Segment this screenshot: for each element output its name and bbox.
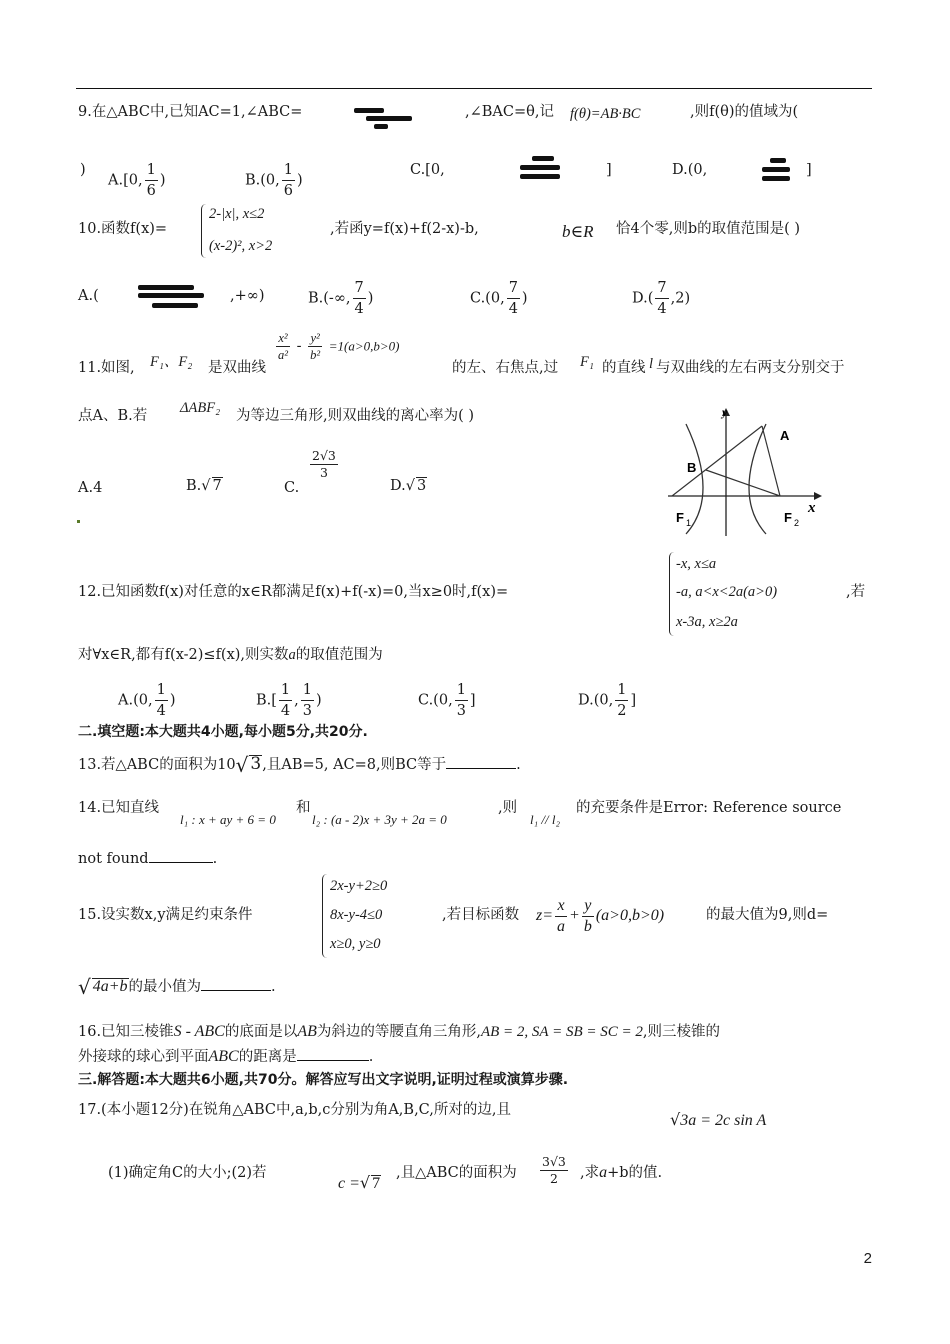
- q13-blank: [446, 754, 516, 769]
- q9-d-close: ]: [806, 162, 812, 178]
- q12-stem-c: 对∀x∈R,都有f(x-2)≤f(x),则实数a的取值范围为: [78, 647, 383, 663]
- q10-b-frac: $\frac{7}{4}$: [354, 280, 364, 317]
- q15-c2: 8x-y-4≤0: [330, 907, 383, 923]
- q9-f-def: f(θ)=AB·BC: [570, 106, 641, 122]
- q9-b-frac: $\frac{1}{6}$: [283, 162, 293, 199]
- q12-case-1: -x, x≤a: [676, 556, 717, 572]
- y-axis-label: y: [722, 405, 728, 419]
- q16-blank: [297, 1046, 369, 1061]
- page-number: 2: [863, 1250, 872, 1267]
- q9-c-image: [520, 156, 560, 179]
- q15-blank: [201, 976, 271, 991]
- q15-stem-d: √ 4a+b的最小值为 .: [78, 975, 276, 999]
- q15-objective: z= $\frac{x}{a}$ + $\frac{y}{b}$ (a>0,b>0): [536, 897, 665, 935]
- f2-label: F: [784, 510, 792, 525]
- q14-stem-d: not found .: [78, 848, 217, 869]
- header-rule: [76, 88, 872, 89]
- q11-option-c-frac: $\frac{2√3}{3}$: [312, 448, 336, 480]
- q16-line-1: 16.已知三棱锥S - ABC的底面是以AB为斜边的等腰直角三角形,AB = 2, SA = SB = SC = 2,则三棱锥的: [78, 1023, 720, 1040]
- q12-option-c: C.(0, $\frac{1}{3}$ ]: [418, 682, 476, 719]
- q15-stem-c: 的最大值为9,则d=: [706, 907, 829, 923]
- x-axis-arrow: [814, 492, 822, 500]
- q11-stem-g: 为等边三角形,则双曲线的离心率为( ): [236, 408, 475, 424]
- q11-stem-a: 11.如图,: [78, 360, 135, 376]
- q10-d-frac: $\frac{7}{4}$: [657, 280, 667, 317]
- q11-foci: F₁、F₂: [150, 354, 193, 370]
- q14-blank: [149, 848, 213, 863]
- q9-option-a: A.[0, $\frac{1}{6}$ ): [108, 162, 166, 199]
- q14-stem-c: 的充要条件是Error: Reference source: [576, 800, 842, 816]
- q10-a-image: [138, 285, 204, 308]
- q17-stem-a: 17.(本小题12分)在锐角△ABC中,a,b,c分别为角A,B,C,所对的边,且: [78, 1102, 511, 1118]
- q14-l1: l₁ : x + ay + 6 = 0: [180, 812, 276, 827]
- line-a-f2: [762, 426, 780, 496]
- q9-d-image: [762, 158, 790, 181]
- q10-option-a: A.(: [78, 288, 99, 304]
- q10-option-c: C.(0, $\frac{7}{4}$ ): [470, 280, 528, 317]
- right-branch: [749, 424, 766, 534]
- q17-area-frac: $\frac{3√3}{2}$: [542, 1154, 566, 1186]
- q11-option-c-label: C.: [284, 480, 300, 496]
- q9-angle-image: [354, 108, 412, 129]
- f2-sub: 2: [794, 518, 800, 528]
- q10-brace: [201, 204, 206, 258]
- q15-stem-b: ,若目标函数: [442, 907, 520, 923]
- q9-c-close: ]: [606, 162, 612, 178]
- q17-equation: √3a = 2c sin A: [670, 1110, 767, 1129]
- q12-case-2: -a, a<x<2a(a>0): [676, 584, 778, 600]
- q11-dot-mark: [77, 520, 80, 523]
- q11-option-d: D.√ 3: [390, 478, 427, 494]
- q11-stem-d: 的直线: [602, 360, 646, 376]
- q12-option-a: A.(0, $\frac{1}{4}$ ): [118, 682, 176, 719]
- q9-option-c: C.[0,: [410, 162, 445, 178]
- f1-label: F: [676, 510, 684, 525]
- q15-stem-a: 15.设实数x,y满足约束条件: [78, 907, 253, 923]
- q11-hyperbola-figure: [668, 404, 824, 536]
- q15-brace: [322, 874, 327, 958]
- q11-hyperbola-eq: $\frac{\text{x²}}{\text{a²}}$ - $\frac{\text{y²}}{\text{b²}}$ =1(a>0,b>0): [278, 331, 400, 362]
- q15-c3: x≥0, y≥0: [330, 936, 381, 952]
- q10-case-1: 2-|x|, x≤2: [209, 206, 265, 222]
- q11-stem-b: 是双曲线: [208, 360, 266, 376]
- point-b-label: B: [687, 460, 697, 475]
- q11-stem-e: 与双曲线的左右两支分别交于: [656, 360, 845, 376]
- q16-line-2: 外接球的球心到平面ABC的距离是 .: [78, 1048, 374, 1065]
- x-axis-label: x: [808, 500, 816, 516]
- section-2-heading: 二.填空题:本大题共4小题,每小题5分,共20分.: [78, 724, 368, 740]
- q12-case-3: x-3a, x≥2a: [676, 614, 738, 630]
- q12-stem-b: ,若: [846, 584, 866, 600]
- f1-sub: 1: [686, 518, 692, 528]
- q14-stem-b: ,则: [498, 800, 518, 816]
- q9-stem-c: ,则f(θ)的值域为(: [690, 104, 799, 120]
- q10-cond: b∈R: [562, 222, 594, 241]
- q12-brace: [669, 552, 674, 636]
- q17-stem-c: ,且△ABC的面积为: [396, 1165, 517, 1181]
- q11-stem-c: 的左、右焦点,过: [452, 360, 559, 376]
- q10-case-2: (x-2)², x>2: [209, 238, 273, 254]
- q11-line-l: l: [649, 356, 654, 372]
- q14-parallel: l₁ // l₂: [530, 812, 560, 827]
- q14-l2: l₂ : (a - 2)x + 3y + 2a = 0: [312, 812, 447, 827]
- q10-c-frac: $\frac{7}{4}$: [508, 280, 518, 317]
- q10-a-close: ,+∞): [230, 288, 265, 304]
- q11-option-b: B.√ 7: [186, 478, 222, 494]
- q11-option-a: A.4: [78, 480, 103, 496]
- line-b-f2: [706, 470, 780, 496]
- q9-option-b: B.(0, $\frac{1}{6}$ ): [245, 162, 303, 199]
- q17-stem-d: ,求a+b的值.: [580, 1164, 663, 1181]
- q15-c1: 2x-y+2≥0: [330, 878, 388, 894]
- q17-c-value: c =√ 7: [338, 1173, 381, 1192]
- q12-option-d: D.(0, $\frac{1}{2}$ ]: [578, 682, 637, 719]
- q10-stem-a: 10.函数f(x)=: [78, 221, 168, 237]
- q11-stem-f: 点A、B.若: [78, 408, 148, 424]
- q10-option-d: D.( $\frac{7}{4}$ ,2): [632, 280, 691, 317]
- q17-part-1: (1)确定角C的大小;(2)若: [108, 1165, 267, 1181]
- q10-stem-c: 恰4个零,则b的取值范围是( ): [616, 221, 801, 237]
- q9-open-paren: ): [80, 162, 86, 178]
- point-a-label: A: [780, 428, 790, 443]
- section-3-heading: 三.解答题:本大题共6小题,共70分。解答应写出文字说明,证明过程或演算步骤.: [78, 1072, 569, 1088]
- q10-option-b: B.(-∞, $\frac{7}{4}$ ): [308, 280, 374, 317]
- q9-stem-a: 9.在△ABC中,已知AC=1,∠ABC=: [78, 104, 303, 120]
- q9-a-frac: $\frac{1}{6}$: [146, 162, 156, 199]
- q12-option-b: B.[ $\frac{1}{4}$ , $\frac{1}{3}$ ): [256, 682, 322, 719]
- q13-line: 13.若△ABC的面积为10√ 3,且AB=5, AC=8,则BC等于 .: [78, 753, 521, 777]
- q9-stem-b: ,∠BAC=θ,记: [465, 104, 554, 120]
- q11-triangle: ΔABF₂: [180, 400, 221, 416]
- q14-and: 和: [296, 800, 311, 816]
- q11-f1: F₁: [580, 354, 594, 370]
- q10-stem-b: ,若函y=f(x)+f(2-x)-b,: [330, 221, 479, 237]
- q14-stem-a: 14.已知直线: [78, 800, 160, 816]
- q12-stem-a: 12.已知函数f(x)对任意的x∈R都满足f(x)+f(-x)=0,当x≥0时,f(x)=: [78, 584, 509, 600]
- q9-option-d: D.(0,: [672, 162, 708, 178]
